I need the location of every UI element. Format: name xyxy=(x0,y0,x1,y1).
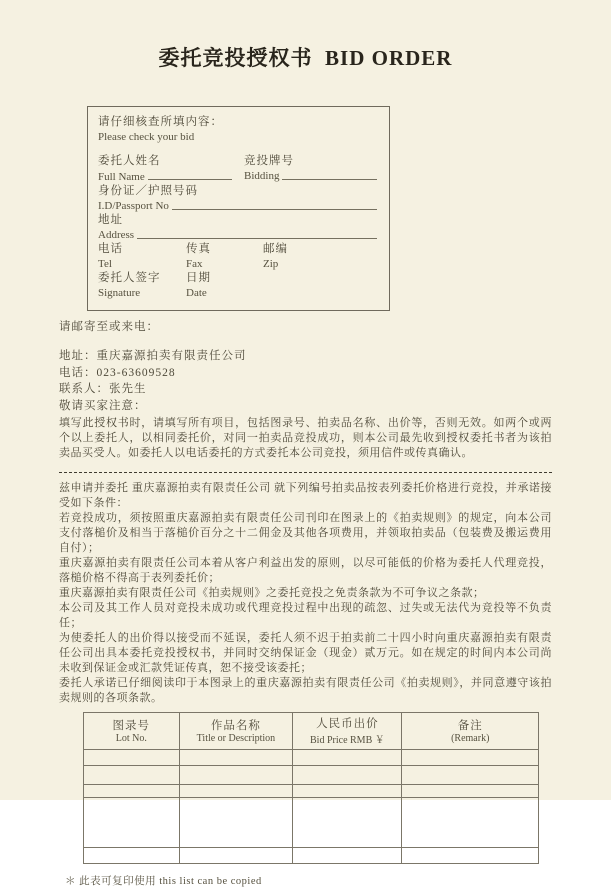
table-empty-row xyxy=(84,848,539,864)
bid-lots-table xyxy=(83,712,539,864)
full-name-label-cn: 委托人姓名 xyxy=(98,155,161,167)
address-field: Address xyxy=(98,228,377,243)
date-label-en: Date xyxy=(186,286,207,299)
fax-label-en: Fax xyxy=(186,257,203,270)
table-empty-row xyxy=(84,750,539,766)
page-title xyxy=(0,0,611,72)
table-header-row xyxy=(84,713,539,750)
company-contact-line: 联系人：张先生 xyxy=(59,383,147,395)
document-body xyxy=(59,106,552,888)
bidding-label-cn: 竞投牌号 xyxy=(244,155,294,167)
address-blank-line xyxy=(137,228,377,239)
table-header-bid-price: 人民币出价 Bid Price RMB ￥ xyxy=(293,713,402,750)
check-your-bid-box xyxy=(87,106,390,311)
company-tel-line: 电话：023-63609528 xyxy=(59,366,176,379)
zip-label-cn: 邮编 xyxy=(263,243,288,255)
agreement-item-4: 本公司及其工作人员对竞投未成功或代理竞投过程中出现的疏忽、过失或无法代为竞投等不负责任； xyxy=(59,602,552,629)
table-empty-row xyxy=(84,766,539,785)
bidding-field: Bidding xyxy=(244,169,377,185)
agreement-item-3: 重庆嘉源拍卖有限责任公司《拍卖规则》之委托竞投之免责条款为不可争议之条款； xyxy=(59,587,485,599)
fax-label-cn: 传真 xyxy=(186,243,211,255)
bidding-blank-line xyxy=(282,169,377,180)
copy-permission-footnote: ＊ 此表可复印使用 this list can be copied xyxy=(65,876,262,887)
buyer-notice-heading: 敬请买家注意： xyxy=(59,399,147,412)
buyer-notice-paragraph: 填写此授权书时，请填写所有项目，包括图录号、拍卖品名称、出价等，否则无效。如两个或两个以上委托人，以相同委托价，对同一拍卖品竞投成功，则本公司最先收到授权委托书者为该拍卖品买受人。如委托人以电话委托的方式委托本公司竞投，须用信件或传真确认。 xyxy=(59,417,552,459)
check-note-en: Please check your bid xyxy=(98,130,195,143)
id-blank-line xyxy=(172,199,377,210)
table-empty-row xyxy=(84,785,539,798)
table-empty-row xyxy=(84,798,539,848)
tel-label-en: Tel xyxy=(98,257,112,270)
signature-label-cn: 委托人签字 xyxy=(98,272,161,284)
full-name-field: Full Name xyxy=(98,169,244,185)
dashed-divider xyxy=(59,472,552,473)
mail-heading: 请邮寄至或来电： xyxy=(59,321,159,333)
zip-label-en: Zip xyxy=(263,257,279,270)
page-title-cn: 委托竞投授权书 xyxy=(158,46,313,70)
company-address-line: 地址：重庆嘉源拍卖有限责任公司 xyxy=(59,350,247,362)
tel-label-cn: 电话 xyxy=(98,243,123,255)
id-field: I.D/Passport No xyxy=(98,199,377,214)
agreement-intro: 兹申请并委托 重庆嘉源拍卖有限责任公司 就下列编号拍卖品按表列委托价格进行竞投，并承诺接受如下条件： xyxy=(59,482,552,509)
agreement-item-5: 为使委托人的出价得以接受而不延误，委托人须不迟于拍卖前二十四小时向重庆嘉源拍卖有限责任公司出具本委托竞投授权书，并同时交纳保证金（现金）贰万元。如在规定的时间内本公司尚未收到保证金或汇款凭证传真，恕不接受该委托； xyxy=(59,632,552,674)
agreement-item-1: 若竞投成功，须按照重庆嘉源拍卖有限责任公司刊印在图录上的《拍卖规则》的规定，向本公司支付落槌价及相当于落槌价百分之十二佣金及其他各项费用，并领取拍卖品（包装费及搬运费用自付）； xyxy=(59,512,552,554)
agreement-item-6: 委托人承诺已仔细阅读印于本图录上的重庆嘉源拍卖有限责任公司《拍卖规则》，并同意遵守该拍卖规则的各项条款。 xyxy=(59,677,552,704)
page-title-en: BID ORDER xyxy=(325,46,453,70)
date-label-cn: 日期 xyxy=(186,272,211,284)
id-label-cn: 身份证／护照号码 xyxy=(98,185,198,197)
table-header-remark: 备注 (Remark) xyxy=(402,713,539,750)
full-name-blank-line xyxy=(148,169,232,180)
table-header-lot-no: 图录号 Lot No. xyxy=(84,713,180,750)
mail-contact-block xyxy=(59,348,552,414)
table-header-title: 作品名称 Title or Description xyxy=(179,713,293,750)
check-note-cn: 请仔细核查所填内容： xyxy=(98,116,223,128)
agreement-item-2: 重庆嘉源拍卖有限责任公司本着从客户利益出发的原则，以尽可能低的价格为委托人代理竞投，落槌价格不得高于表列委托价； xyxy=(59,557,552,584)
address-label-cn: 地址 xyxy=(98,214,123,226)
agreement-conditions xyxy=(59,481,552,706)
signature-label-en: Signature xyxy=(98,286,141,299)
